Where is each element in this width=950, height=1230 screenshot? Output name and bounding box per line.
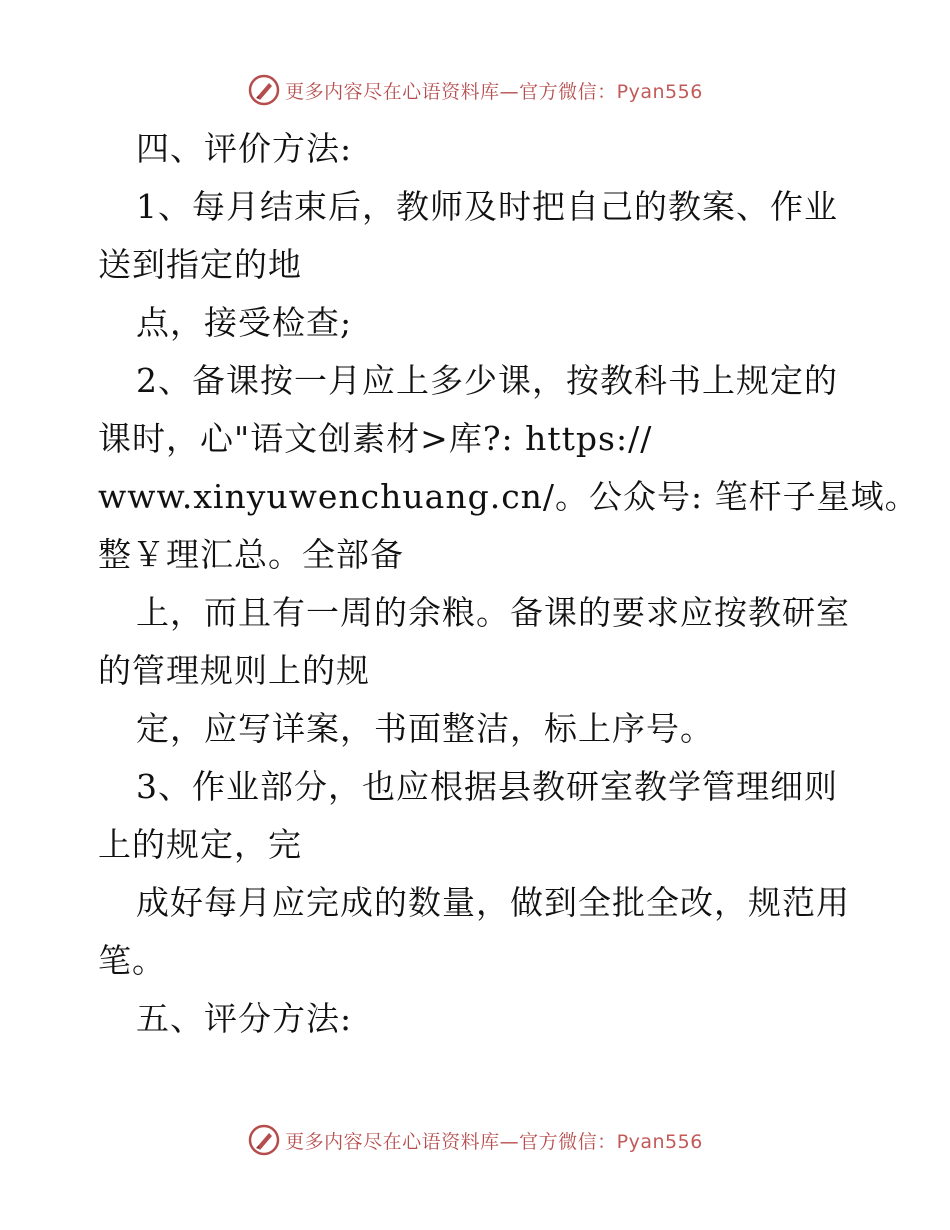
header-watermark (0, 70, 950, 110)
watermark-text: 更多内容尽在心语资料库—官方微信：Pyan556 (285, 80, 703, 103)
paragraph-line: 整￥理汇总。全部备 (98, 535, 404, 574)
wechat-id: Pyan556 (616, 80, 703, 103)
paragraph-line: 1、每月结束后，教师及时把自己的教案、作业 (136, 187, 838, 226)
section-heading: 四、评价方法: (136, 129, 353, 168)
paragraph-line: www.xinyuwenchuang.cn/。公众号: 笔杆子星域。 (98, 477, 919, 516)
paragraph-line: 送到指定的地 (98, 245, 302, 284)
paragraph-line: 3、作业部分，也应根据县教研室教学管理细则 (136, 767, 838, 806)
paragraph-line: 点，接受检查; (136, 303, 353, 342)
paragraph-line: 2、备课按一月应上多少课，按教科书上规定的 (136, 361, 838, 400)
section-heading: 五、评分方法: (136, 999, 353, 1038)
wechat-id: Pyan556 (616, 1130, 703, 1153)
paragraph-line: 成好每月应完成的数量，做到全批全改，规范用 (136, 883, 850, 922)
watermark-text: 更多内容尽在心语资料库—官方微信：Pyan556 (285, 1130, 703, 1153)
paragraph-line: 上，而且有一周的余粮。备课的要求应按教研室 (136, 593, 850, 632)
pen-nib-logo-icon (247, 1123, 281, 1157)
footer-watermark (0, 1120, 950, 1160)
paragraph-line: 定，应写详案，书面整洁，标上序号。 (136, 709, 714, 748)
paragraph-line: 课时，心"语文创素材>库?: https:// (98, 419, 653, 458)
paragraph-line: 上的规定，完 (98, 825, 302, 864)
pen-nib-logo-icon (247, 73, 281, 107)
document-body (98, 120, 919, 1048)
paragraph-line: 的管理规则上的规 (98, 651, 370, 690)
paragraph-line: 笔。 (98, 941, 166, 980)
